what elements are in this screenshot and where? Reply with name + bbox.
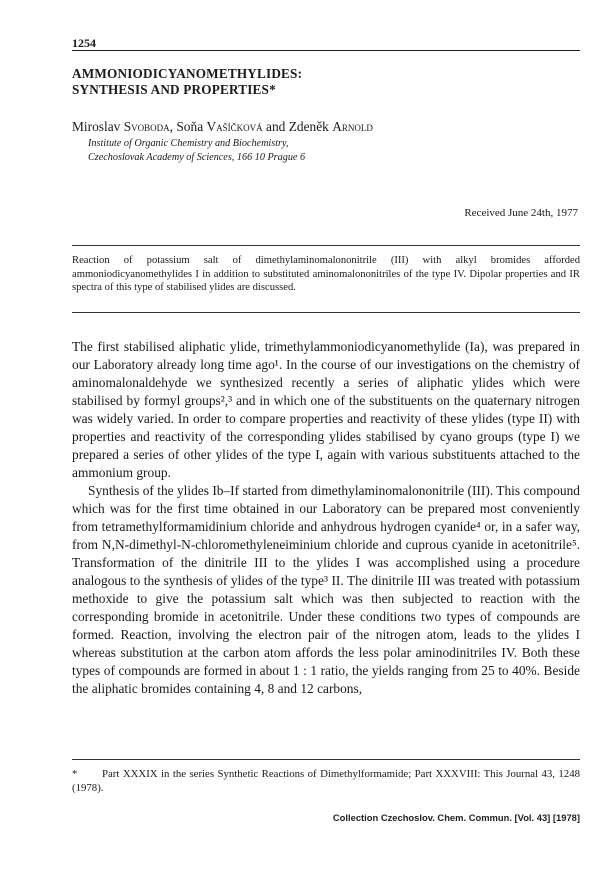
author-sep-1: , <box>169 119 177 134</box>
footnote-mark: * <box>72 768 78 780</box>
affiliation-line-2: Czechoslovak Academy of Sciences, 166 10 Prague 6 <box>88 152 306 163</box>
author-1-given: Miroslav <box>72 119 124 134</box>
title-line-2: SYNTHESIS AND PROPERTIES* <box>72 82 276 97</box>
author-sep-2: and <box>262 119 289 134</box>
abstract-rule-bottom <box>72 312 580 313</box>
affiliation <box>88 137 568 165</box>
abstract-rule-top <box>72 245 580 246</box>
footnote-text: Part XXXIX in the series Synthetic Reactions of Dimethylformamide; Part XXXVIII: This Journal 43, 1248 (1978). <box>72 768 580 794</box>
author-1-surname: Svoboda <box>123 119 170 134</box>
header-rule <box>72 50 580 51</box>
article-title <box>72 66 580 98</box>
author-3-surname: Arnold <box>332 119 373 134</box>
abstract <box>72 254 580 295</box>
title-line-1: AMMONIODICYANOMETHYLIDES: <box>72 66 303 81</box>
journal-footer: Collection Czechoslov. Chem. Commun. [Vol. 43] [1978] <box>332 812 580 823</box>
received-date: Received June 24th, 1977 <box>464 207 578 219</box>
abstract-text: Reaction of potassium salt of dimethylaminomalononitrile (III) with alkyl bromides afforded ammoniodicyanomethylides I in addition to substituted aminomalononitriles of the type IV. Dipolar properties and IR spectra of this type of stabilised ylides are discussed. <box>72 255 580 293</box>
page-number: 1254 <box>72 36 96 50</box>
paragraph-1: The first stabilised aliphatic ylide, trimethylammoniodicyanomethylide (Ia), was prepared in our Laboratory already long time ago¹. In the course of our investigations on the chemistry of aminomalonaldehyde we synthesized recently a series of aliphatic ylides which were stabilised by formyl groups²,³ and in which one of the substituents on the quaternary nitrogen was widely varied. In order to compare properties and reactivity of these ylides (type II) with properties and reactivity of the corresponding ylides stabilised by cyano groups (type I) we prepared a series of other ylides of the type I, again with various substituents attached to the ammonium group. <box>72 339 580 480</box>
footnote <box>72 767 580 795</box>
author-list <box>72 119 580 135</box>
paragraph-2: Synthesis of the ylides Ib–If started from dimethylaminomalononitrile (III). This compound which was for the first time obtained in our Laboratory can be prepared most conveniently from tetramethylformamidinium chloride and anhydrous hydrogen cyanide⁴ or, in a safer way, from N,N-dimethyl-N-chloromethyleneiminium chloride and cuprous cyanide in acetonitrile⁵. Transformation of the dinitrile III to the ylides I was accomplished using a procedure analogous to the synthesis of ylides of the type³ II. The dinitrile III was treated with potassium methoxide to give the potassium salt which was then subjected to reaction with the corresponding bromide in acetonitrile. Under these conditions two types of compounds are formed. Reaction, involving the electron pair of the nitrogen atom, leads to the ylides I whereas substitution at the carbon atom affords the less polar aminodinitriles IV. Both these types of compounds are formed in about 1 : 1 ratio, the yields ranging from 25 to 40%. Beside the aliphatic bromides containing 4, 8 and 12 carbons, <box>72 483 580 696</box>
author-2-given: Soňa <box>176 119 207 134</box>
author-2-surname: Vašíčková <box>206 119 263 134</box>
body-text <box>72 338 580 698</box>
author-3-given: Zdeněk <box>288 119 333 134</box>
footnote-rule <box>72 759 580 760</box>
affiliation-line-1: Institute of Organic Chemistry and Biochemistry, <box>88 138 289 149</box>
